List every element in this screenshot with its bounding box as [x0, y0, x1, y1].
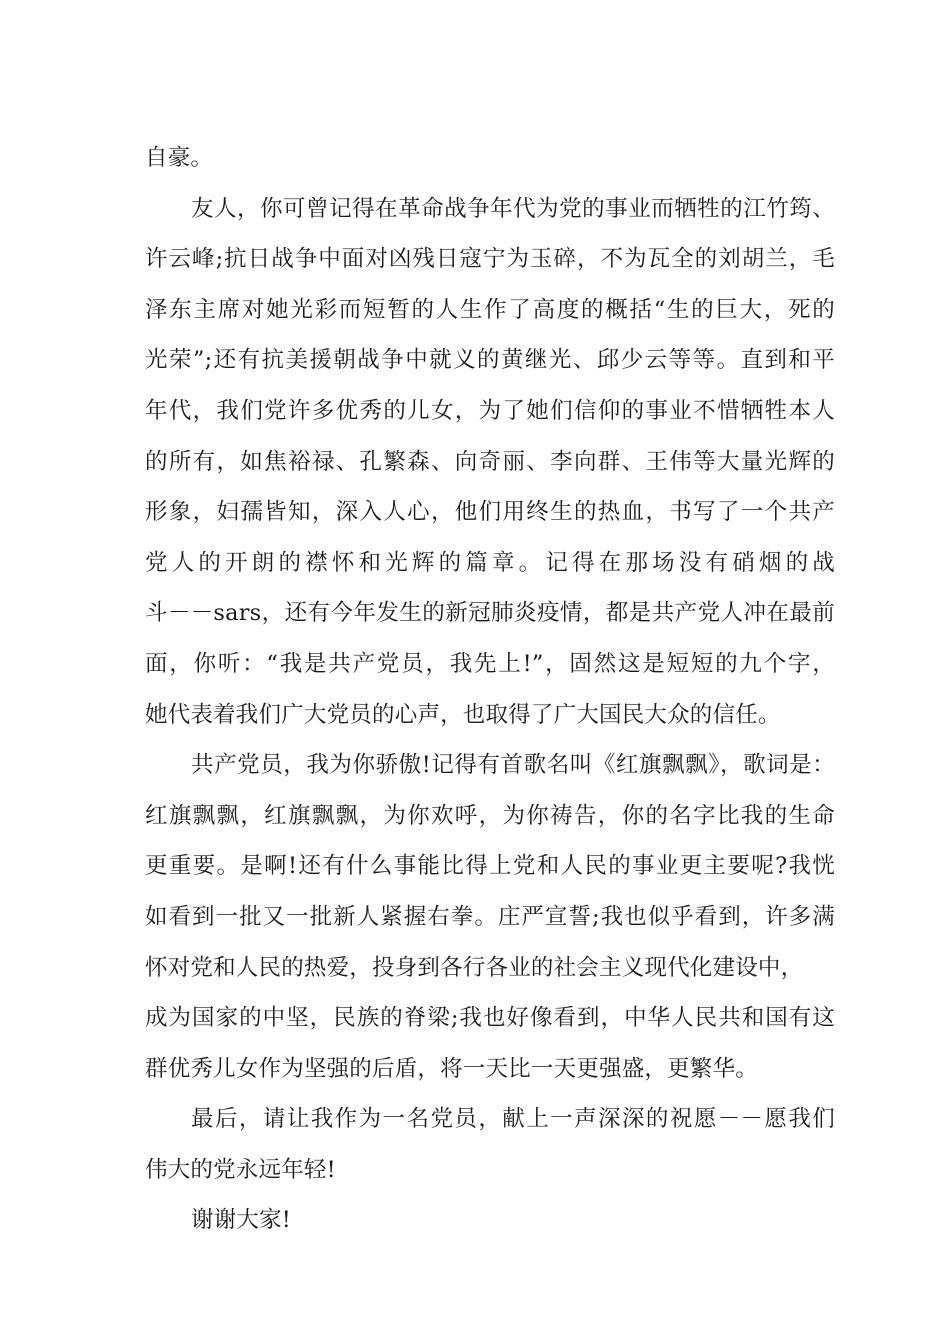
text-line: 斗－－sars，还有今年发生的新冠肺炎疫情，都是共产党人冲在最前 [145, 600, 835, 627]
text-line: 友人，你可曾记得在革命战争年代为党的事业而牺牲的江竹筠、 [191, 195, 835, 222]
text-line: 自豪。 [145, 145, 214, 171]
text-line: 最后，请让我作为一名党员，献上一声深深的祝愿－－愿我们 [191, 1106, 835, 1133]
text-line: 泽东主席对她光彩而短暂的人生作了高度的概括“生的巨大，死的 [145, 296, 835, 323]
text-line: 更重要。是啊!还有什么事能比得上党和人民的事业更主要呢?我恍 [145, 853, 835, 880]
text-line: 光荣”;还有抗美援朝战争中就义的黄继光、邱少云等等。直到和平 [145, 347, 835, 374]
text-line: 谢谢大家! [191, 1207, 292, 1234]
text-line: 她代表着我们广大党员的心声，也取得了广大国民大众的信任。 [145, 701, 781, 728]
text-line: 许云峰;抗日战争中面对凶残日寇宁为玉碎，不为瓦全的刘胡兰，毛 [145, 246, 835, 273]
text-line: 年代，我们党许多优秀的儿女，为了她们信仰的事业不惜牺牲本人 [145, 397, 835, 424]
document-body [145, 133, 835, 1246]
text-line: 如看到一批又一批新人紧握右拳。庄严宣誓;我也似乎看到，许多满 [145, 903, 835, 930]
text-line: 成为国家的中坚，民族的脊梁;我也好像看到，中华人民共和国有这 [145, 1005, 835, 1032]
text-line: 红旗飘飘，红旗飘飘，为你欢呼，为你祷告，你的名字比我的生命 [145, 802, 835, 829]
text-line: 怀对党和人民的热爱，投身到各行各业的社会主义现代化建设中， [145, 954, 804, 981]
text-line: 伟大的党永远年轻! [145, 1156, 336, 1183]
text-line: 群优秀儿女作为坚强的后盾，将一天比一天更强盛，更繁华。 [145, 1055, 758, 1082]
text-line: 形象，妇孺皆知，深入人心，他们用终生的热血，书写了一个共产 [145, 499, 835, 526]
text-line: 共产党员，我为你骄傲!记得有首歌名叫《红旗飘飘》，歌词是： [191, 752, 835, 779]
text-line: 面，你听：“我是共产党员，我先上!”，固然这是短短的九个字， [145, 650, 835, 677]
text-line: 党人的开朗的襟怀和光辉的篇章。记得在那场没有硝烟的战 [145, 549, 835, 576]
text-line: 的所有，如焦裕禄、孔繁森、向奇丽、李向群、王伟等大量光辉的 [145, 448, 835, 475]
